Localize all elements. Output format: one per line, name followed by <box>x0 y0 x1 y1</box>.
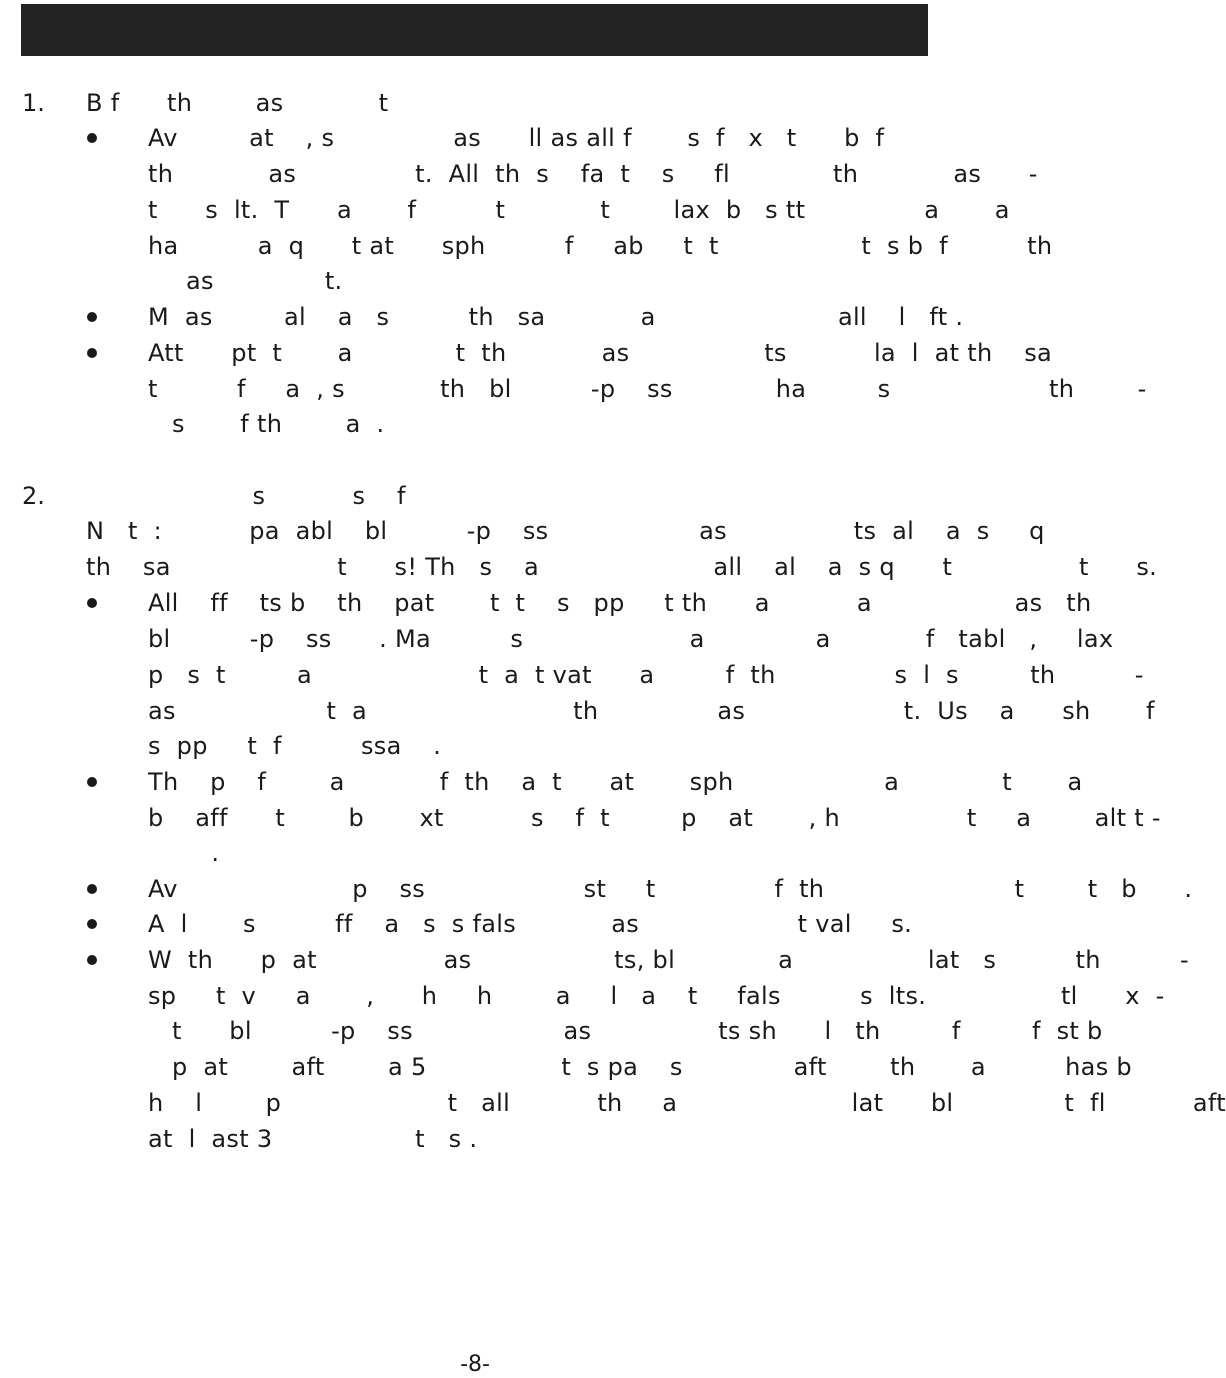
section-2-title: s s f <box>86 482 406 510</box>
section-2-bullet-5-line-4: p at aft a 5 t s pa s aft th a has b <box>172 1053 1132 1081</box>
section-1-bullet-3-line-3: s f th a . <box>172 410 385 438</box>
section-2-bullet-5-line-1: W th p at as ts, bl a lat s th - <box>148 946 1189 974</box>
section-2-bullet-5-line-6: at l ast 3 t s . <box>148 1125 478 1153</box>
section-2-bullet-1-line-4: as t a th as t. Us a sh f <box>148 697 1155 725</box>
section-1-bullet-2-line-1: M as al a s th sa a all l ft . <box>148 303 964 331</box>
section-2-bullet-2-line-1: Th p f a f th a t at sph a t a <box>148 768 1083 796</box>
section-1-bullet-3-line-2: t f a , s th bl -p ss ha s th - <box>148 375 1147 403</box>
section-2-bullet-5-line-3: t bl -p ss as ts sh l th f f st b <box>172 1017 1103 1045</box>
section-1-bullet-1-line-3: t s lt. T a f t t lax b s tt a a <box>148 196 1010 224</box>
bullet-icon <box>87 133 97 143</box>
page-number: -8- <box>460 1352 490 1377</box>
bullet-icon <box>87 598 97 608</box>
section-2-bullet-2-line-2: b aff t b xt s f t p at , h t a alt t - <box>148 804 1161 832</box>
bullet-icon <box>87 348 97 358</box>
section-1-number: 1. <box>22 89 45 117</box>
bullet-icon <box>87 777 97 787</box>
section-1-bullet-1-line-4: ha a q t at sph f ab t t t s b f th <box>148 232 1053 260</box>
section-1-bullet-1-line-5: as t. <box>186 267 343 295</box>
section-2-note-line-1: N t : pa abl bl -p ss as ts al a s q <box>86 517 1045 545</box>
bullet-icon <box>87 312 97 322</box>
section-2-number: 2. <box>22 482 45 510</box>
section-1-bullet-1-line-1: Av at , s as ll as all f s f x t b f <box>148 124 885 152</box>
section-2-bullet-5-line-5: h l p t all th a lat bl t fl aft <box>148 1089 1226 1117</box>
section-2-bullet-1-line-5: s pp t f ssa . <box>148 732 442 760</box>
section-2-bullet-5-line-2: sp t v a , h h a l a t fals s lts. tl x - <box>148 982 1165 1010</box>
bullet-icon <box>87 955 97 965</box>
section-2-bullet-1-line-1: All ff ts b th pat t t s pp t th a a as th <box>148 589 1092 617</box>
section-2-bullet-2-line-3: . <box>148 839 220 867</box>
section-2-bullet-1-line-2: bl -p ss . Ma s a a f tabl , lax <box>148 625 1114 653</box>
section-2-bullet-3-line-1: Av p ss st t f th t t b . <box>148 875 1193 903</box>
section-2-note-line-2: th sa t s! Th s a all al a s q t t s. <box>86 553 1158 581</box>
section-1-bullet-1-line-2: th as t. All th s fa t s fl th as - <box>148 160 1038 188</box>
section-2-bullet-4-line-1: A l s ff a s s fals as t val s. <box>148 910 913 938</box>
bullet-icon <box>87 919 97 929</box>
section-1-bullet-3-line-1: Att pt t a t th as ts la l at th sa <box>148 339 1053 367</box>
section-2-bullet-1-line-3: p s t a t a t vat a f th s l s th - <box>148 661 1144 689</box>
bullet-icon <box>87 884 97 894</box>
section-1-title: B f th as t <box>86 89 389 117</box>
